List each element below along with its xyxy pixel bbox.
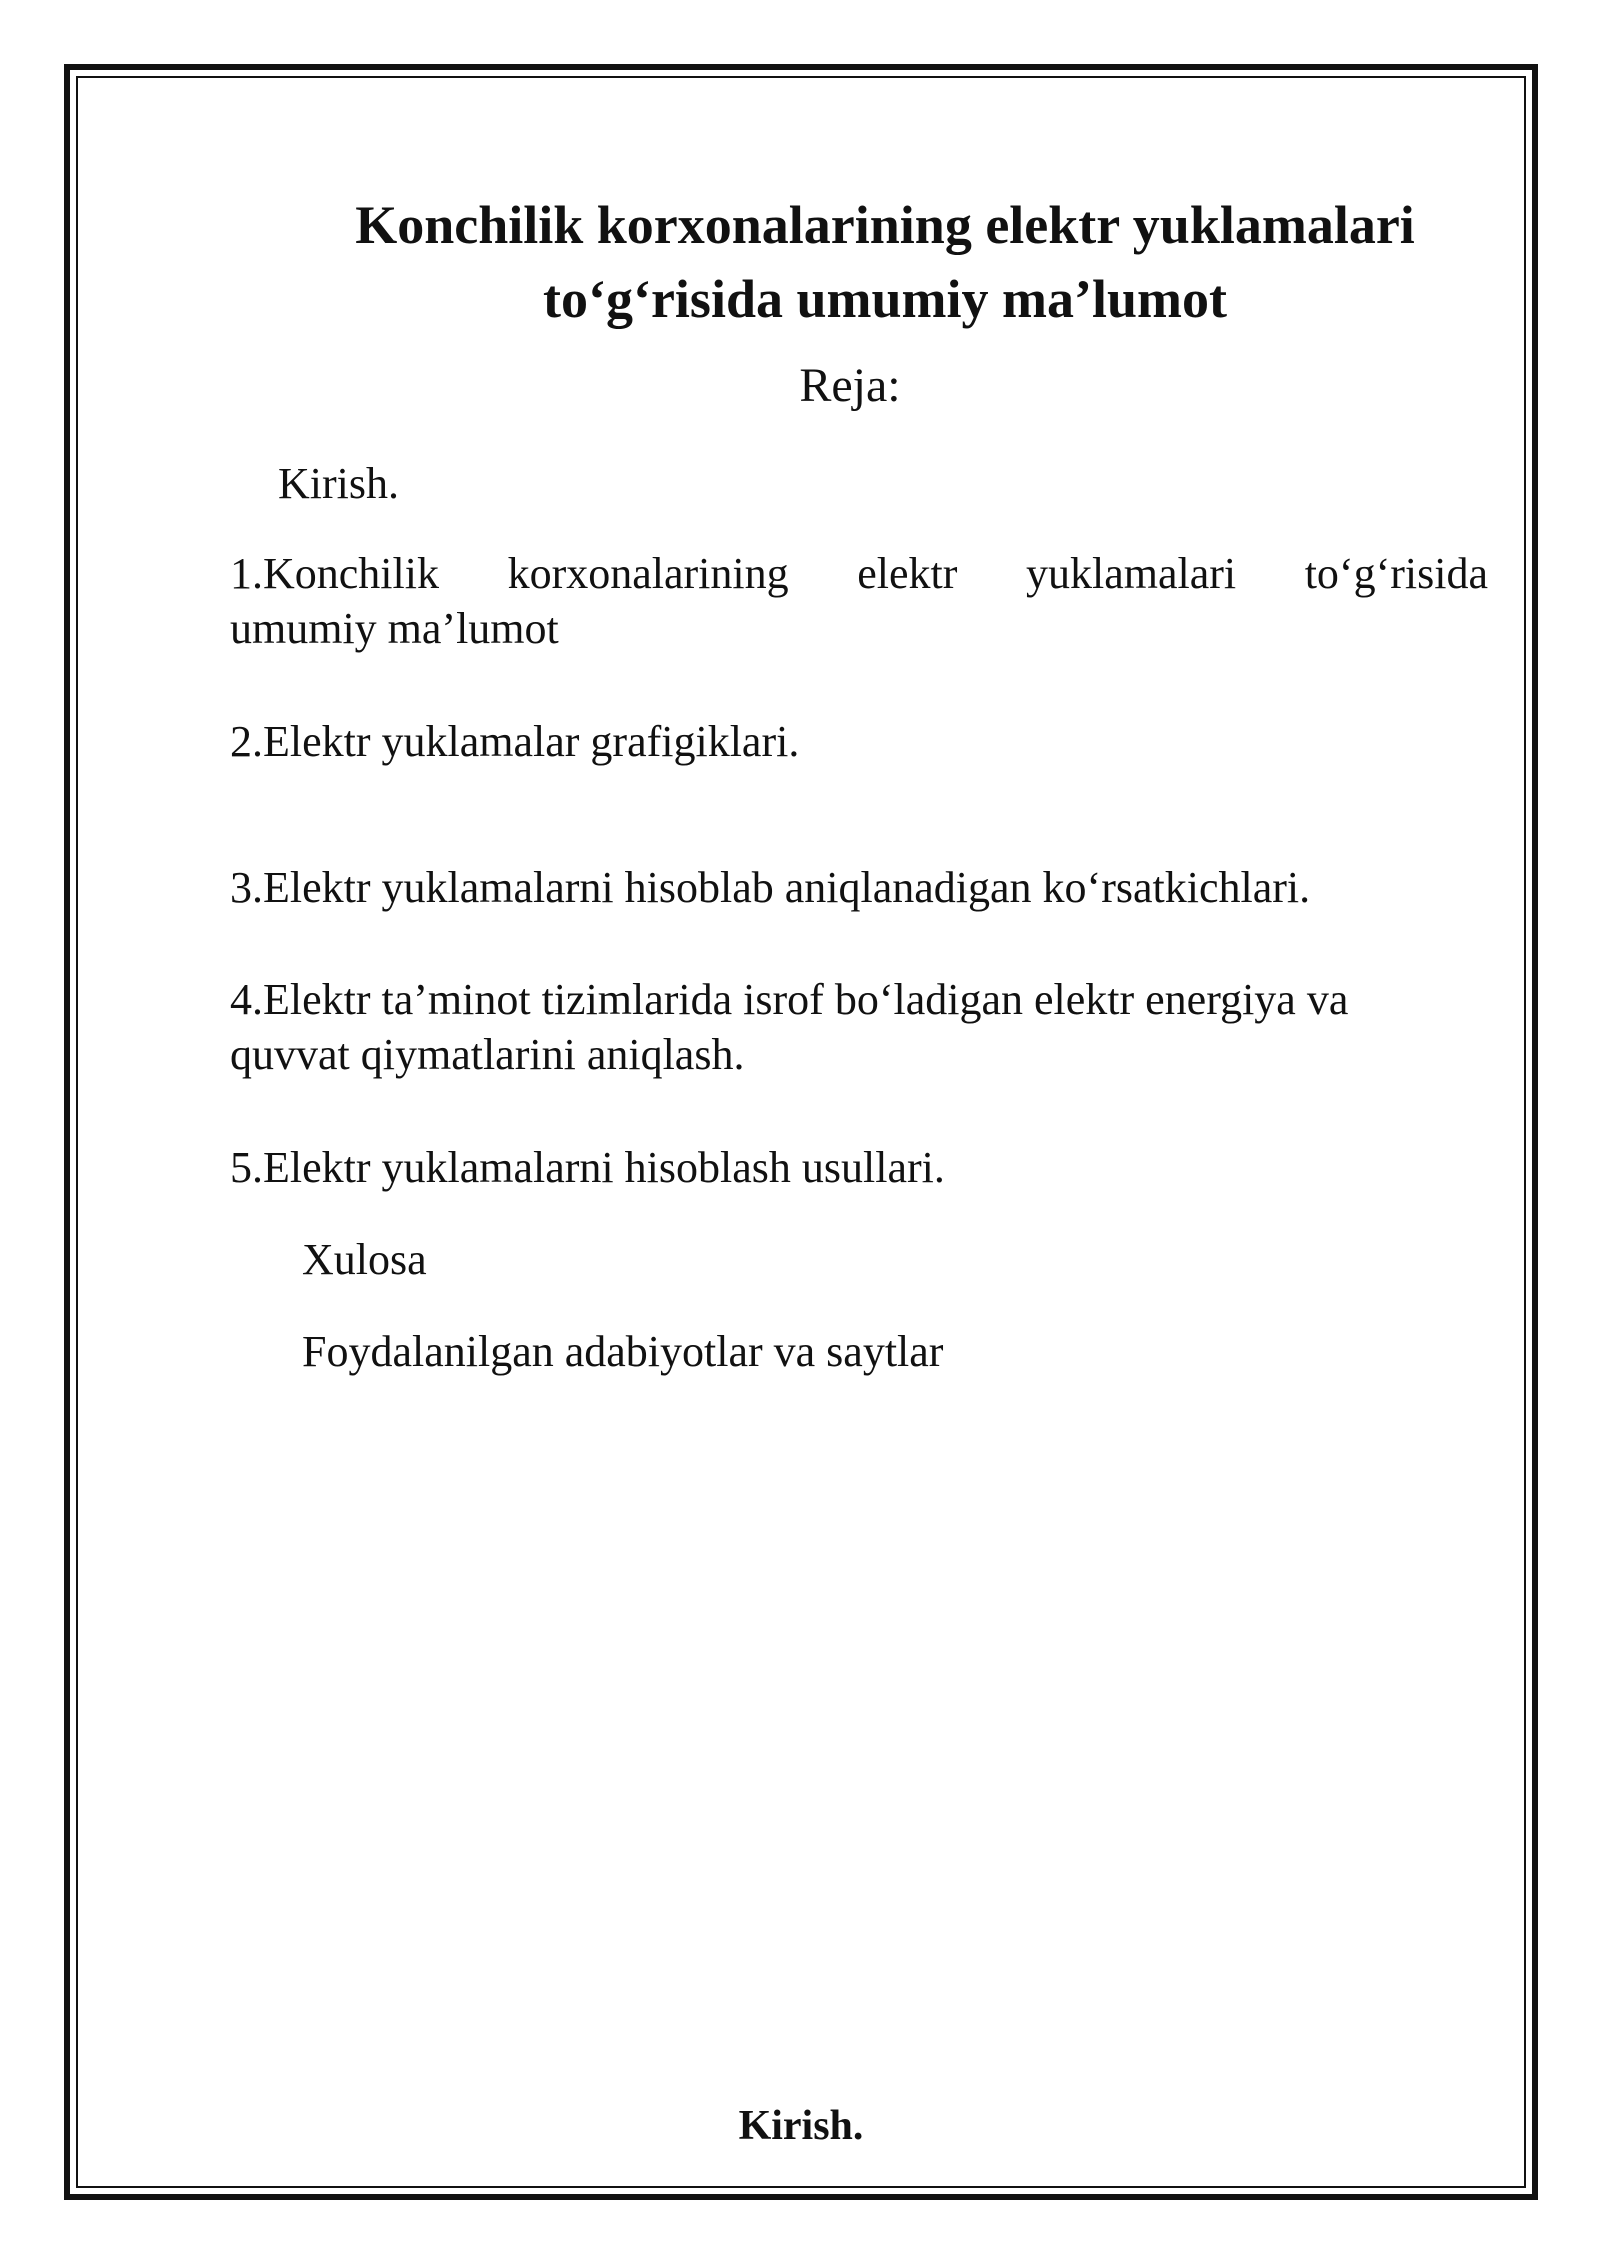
plan-item-1 xyxy=(230,546,1488,656)
document-title xyxy=(250,188,1520,336)
plan-item-3 xyxy=(230,860,1488,915)
plan-item-1-line-1: 1.Konchilik korxonalarining elektr yuklamalari to‘g‘risida xyxy=(230,549,1488,598)
plan-item-2 xyxy=(230,714,1488,769)
document-title-line-2: to‘g‘risida umumiy ma’lumot xyxy=(543,269,1227,329)
plan-item-2-line-1: 2.Elektr yuklamalar grafigiklari. xyxy=(230,717,800,766)
plan-item-5-line-1: 5.Elektr yuklamalarni hisoblash usullari. xyxy=(230,1143,945,1192)
plan-item-4-line-1: 4.Elektr ta’minot tizimlarida isrof bo‘ladigan elektr energiya va xyxy=(230,975,1349,1024)
conclusion-label: Xulosa xyxy=(302,1235,427,1284)
plan-item-1-line-2: umumiy ma’lumot xyxy=(230,604,559,653)
plan-item-4-line-2: quvvat qiymatlarini aniqlash. xyxy=(230,1030,745,1079)
references-label: Foydalanilgan adabiyotlar va saytlar xyxy=(302,1327,944,1376)
section-heading-kirish: Kirish. xyxy=(738,2103,864,2149)
plan-heading: Reja: xyxy=(799,359,901,412)
plan-item-5 xyxy=(230,1140,1488,1195)
plan-item-3-line-1: 3.Elektr yuklamalarni hisoblab aniqlanadigan ko‘rsatkichlari. xyxy=(230,863,1311,912)
intro-label: Kirish. xyxy=(278,459,399,508)
plan-item-4 xyxy=(230,972,1488,1082)
document-title-line-1: Konchilik korxonalarining elektr yuklamalari xyxy=(355,195,1415,255)
